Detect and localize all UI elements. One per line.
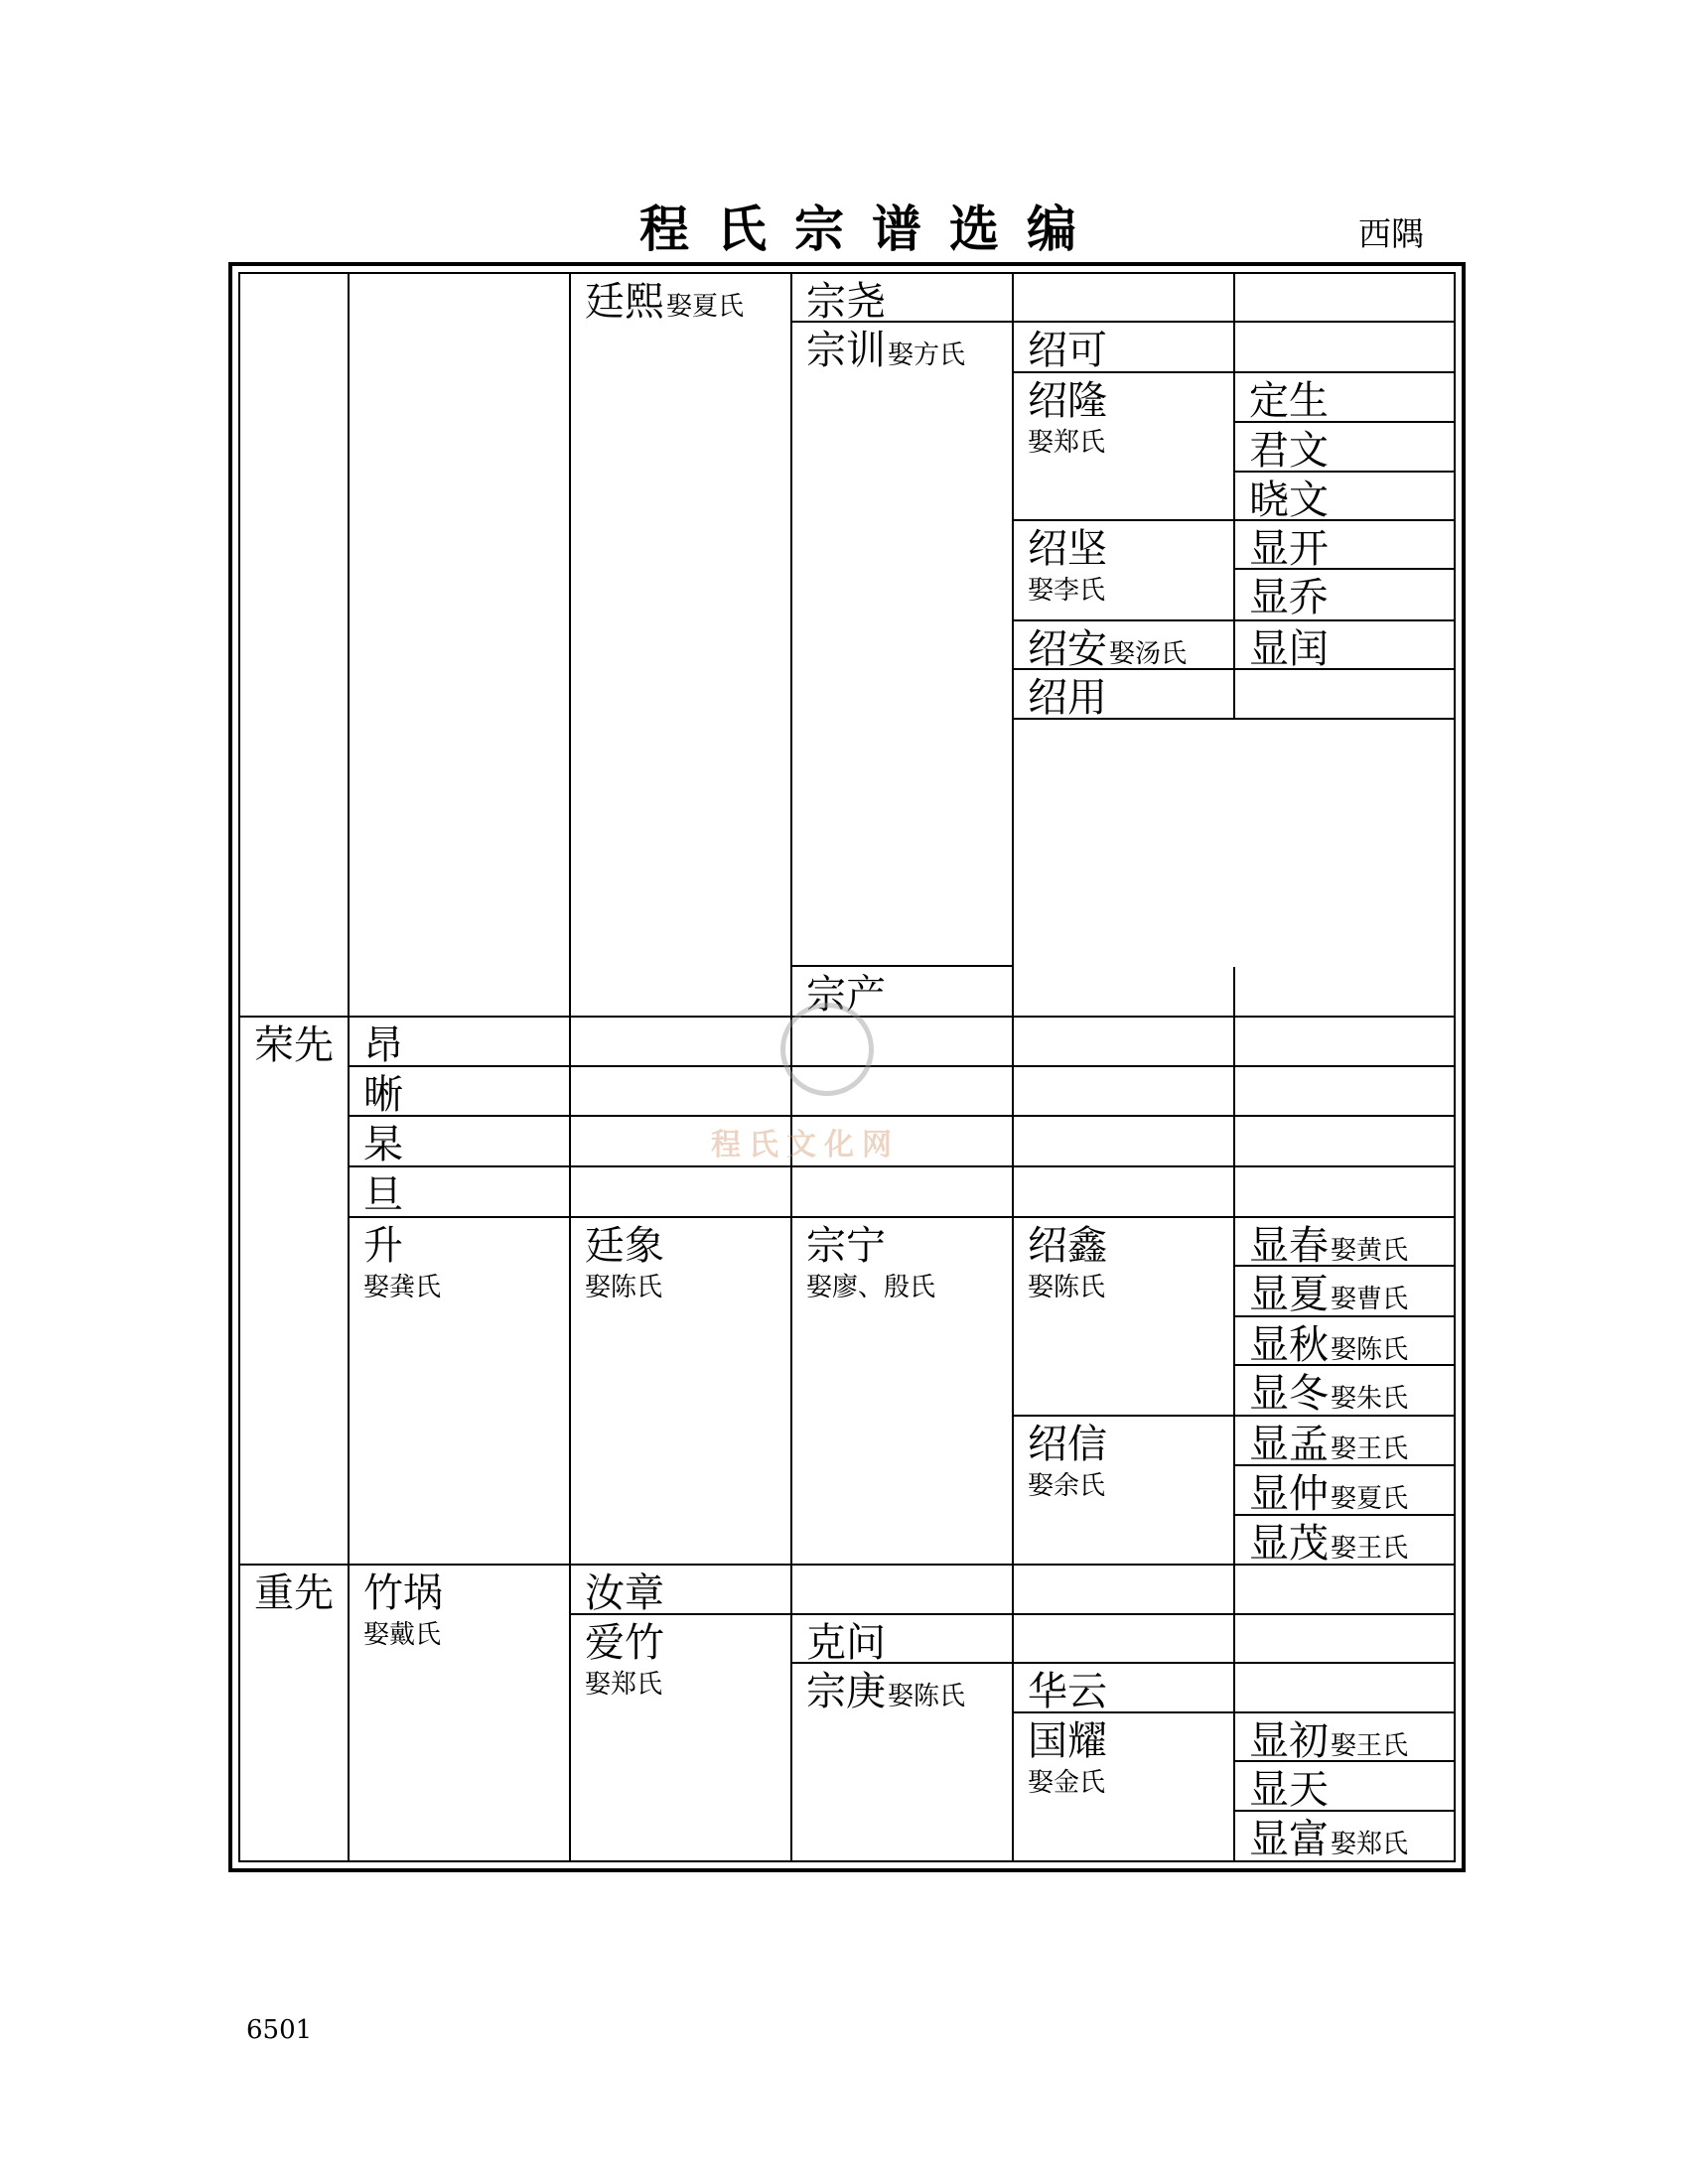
genealogy-cell <box>1235 373 1456 423</box>
person-name: 宗尧 <box>806 279 886 323</box>
genealogy-cell <box>1014 323 1235 373</box>
spouse-note: 娶金氏 <box>1028 1768 1106 1798</box>
genealogy-cell <box>1014 621 1235 670</box>
empty-cell <box>571 1117 792 1167</box>
person-name: 君文 <box>1249 428 1329 473</box>
spouse-note: 娶方氏 <box>888 341 966 370</box>
empty-cell <box>571 1167 792 1218</box>
empty-cell <box>571 1067 792 1117</box>
genealogy-cell <box>571 274 792 1018</box>
person-name: 绍信 <box>1028 1422 1107 1467</box>
person-name: 绍坚 <box>1028 526 1107 572</box>
genealogy-cell <box>1235 521 1456 570</box>
person-name: 升 <box>363 1223 403 1269</box>
genealogy-cell <box>1235 1713 1456 1762</box>
spouse-note: 娶郑氏 <box>585 1670 663 1700</box>
empty-cell <box>571 1018 792 1067</box>
empty-cell <box>1014 1018 1235 1067</box>
empty-cell <box>1235 323 1456 373</box>
spouse-note: 娶陈氏 <box>888 1682 966 1711</box>
genealogy-cell <box>792 967 1014 1018</box>
genealogy-cell <box>1235 1218 1456 1267</box>
genealogy-cell <box>350 1067 571 1117</box>
spouse-note: 娶郑氏 <box>1028 428 1106 458</box>
spouse-note: 娶戴氏 <box>363 1620 442 1650</box>
genealogy-cell <box>240 1018 350 1566</box>
person-name: 荣先 <box>254 1023 334 1068</box>
person-name: 显初 <box>1249 1718 1329 1762</box>
spouse-note: 娶廖、殷氏 <box>806 1273 936 1302</box>
empty-cell <box>350 274 571 1018</box>
person-name: 廷熙 <box>585 279 664 325</box>
person-name: 显开 <box>1249 526 1329 570</box>
person-name: 显秋 <box>1249 1322 1329 1366</box>
genealogy-cell <box>571 1218 792 1566</box>
document-title: 程氏宗谱选编 <box>639 200 1104 258</box>
person-name: 宗产 <box>806 972 886 1018</box>
spouse-note: 娶朱氏 <box>1331 1384 1409 1414</box>
genealogy-table <box>238 272 1456 1862</box>
person-name: 昂 <box>363 1023 403 1067</box>
person-name: 显春 <box>1249 1223 1329 1267</box>
watermark-text: 程氏文化网 <box>711 1128 900 1162</box>
empty-cell <box>1014 1117 1235 1167</box>
empty-cell <box>792 1117 1014 1167</box>
genealogy-cell <box>350 1117 571 1167</box>
genealogy-cell <box>1014 1417 1235 1566</box>
empty-cell <box>1014 274 1235 323</box>
person-name: 竹埚 <box>363 1570 443 1616</box>
spouse-note: 娶陈氏 <box>1331 1335 1409 1365</box>
genealogy-cell <box>1235 621 1456 670</box>
spouse-note: 娶汤氏 <box>1109 639 1188 669</box>
empty-cell <box>1014 1615 1235 1664</box>
genealogy-cell <box>350 1018 571 1067</box>
empty-cell <box>792 1566 1014 1615</box>
spouse-note: 娶黄氏 <box>1331 1236 1409 1266</box>
person-name: 晰 <box>363 1072 403 1117</box>
genealogy-cell <box>1235 1812 1456 1860</box>
empty-cell <box>1235 670 1456 720</box>
spouse-note: 娶夏氏 <box>666 292 745 322</box>
genealogy-cell <box>240 1566 350 1860</box>
genealogy-cell <box>350 1218 571 1566</box>
empty-cell <box>1235 1167 1456 1218</box>
genealogy-cell <box>1235 1366 1456 1417</box>
spouse-note: 娶王氏 <box>1331 1434 1409 1464</box>
region-label: 西隅 <box>1358 214 1424 253</box>
spouse-note: 娶王氏 <box>1331 1534 1409 1564</box>
genealogy-cell <box>792 323 1014 967</box>
person-name: 华云 <box>1028 1669 1107 1713</box>
genealogy-cell <box>1235 1466 1456 1516</box>
spouse-note: 娶陈氏 <box>585 1273 663 1302</box>
genealogy-cell <box>571 1615 792 1860</box>
person-name: 显冬 <box>1249 1371 1329 1417</box>
empty-cell <box>1235 967 1456 1018</box>
person-name: 显闰 <box>1249 626 1329 670</box>
person-name: 显富 <box>1249 1817 1329 1860</box>
empty-cell <box>1235 1615 1456 1664</box>
genealogy-cell <box>1235 423 1456 473</box>
spouse-note: 娶龚氏 <box>363 1273 442 1302</box>
empty-cell <box>1014 1067 1235 1117</box>
person-name: 绍安 <box>1028 626 1107 670</box>
empty-cell <box>792 1167 1014 1218</box>
person-name: 重先 <box>254 1570 334 1616</box>
empty-cell <box>1235 274 1456 323</box>
genealogy-cell <box>792 1218 1014 1566</box>
person-name: 宗庚 <box>806 1669 886 1714</box>
person-name: 显天 <box>1249 1767 1329 1812</box>
genealogy-cell <box>350 1566 571 1860</box>
empty-cell <box>1235 1566 1456 1615</box>
person-name: 旦 <box>363 1172 403 1218</box>
genealogy-cell <box>1235 1317 1456 1366</box>
person-name: 显茂 <box>1249 1521 1329 1566</box>
person-name: 定生 <box>1249 378 1329 423</box>
spouse-note: 娶郑氏 <box>1331 1830 1409 1859</box>
person-name: 宗训 <box>806 328 886 373</box>
person-name: 国耀 <box>1028 1718 1107 1764</box>
genealogy-cell <box>1014 1713 1235 1860</box>
person-name: 晓文 <box>1249 478 1329 521</box>
empty-cell <box>1235 1018 1456 1067</box>
person-name: 汝章 <box>585 1570 664 1615</box>
genealogy-cell <box>1235 1516 1456 1566</box>
genealogy-cell <box>1014 670 1235 720</box>
spouse-note: 娶余氏 <box>1028 1471 1106 1501</box>
person-name: 绍隆 <box>1028 378 1107 424</box>
genealogy-cell <box>792 1664 1014 1860</box>
person-name: 显乔 <box>1249 575 1329 620</box>
page-number: 6501 <box>246 2015 313 2045</box>
person-name: 杲 <box>363 1122 403 1167</box>
spouse-note: 娶王氏 <box>1331 1731 1409 1761</box>
genealogy-cell <box>792 1615 1014 1664</box>
person-name: 克问 <box>806 1620 886 1664</box>
spouse-note: 娶李氏 <box>1028 576 1106 606</box>
empty-cell <box>792 1067 1014 1117</box>
empty-cell <box>1014 1167 1235 1218</box>
empty-cell <box>1235 1664 1456 1713</box>
genealogy-cell <box>1235 1267 1456 1317</box>
person-name: 爱竹 <box>585 1620 664 1666</box>
person-name: 绍可 <box>1028 328 1107 373</box>
empty-cell <box>1235 1117 1456 1167</box>
spouse-note: 娶陈氏 <box>1028 1273 1106 1302</box>
person-name: 宗宁 <box>806 1223 886 1269</box>
genealogy-cell <box>571 1566 792 1615</box>
person-name: 显孟 <box>1249 1422 1329 1466</box>
genealogy-cell <box>1235 1762 1456 1812</box>
person-name: 显夏 <box>1249 1272 1329 1317</box>
genealogy-cell <box>1014 1664 1235 1713</box>
genealogy-cell <box>1014 521 1235 621</box>
person-name: 绍用 <box>1028 675 1107 720</box>
genealogy-cell <box>792 274 1014 323</box>
genealogy-cell <box>1014 1218 1235 1417</box>
empty-cell <box>1014 967 1235 1018</box>
empty-cell <box>1235 1067 1456 1117</box>
genealogy-cell <box>350 1167 571 1218</box>
person-name: 廷象 <box>585 1223 664 1269</box>
genealogy-cell <box>1235 570 1456 621</box>
empty-cell <box>1014 1566 1235 1615</box>
genealogy-cell <box>1235 1417 1456 1466</box>
empty-cell <box>792 1018 1014 1067</box>
person-name: 绍鑫 <box>1028 1223 1107 1269</box>
person-name: 显仲 <box>1249 1471 1329 1516</box>
genealogy-cell <box>1014 373 1235 521</box>
genealogy-cell <box>1235 473 1456 521</box>
spouse-note: 娶夏氏 <box>1331 1484 1409 1514</box>
empty-cell <box>240 274 350 1018</box>
spouse-note: 娶曹氏 <box>1331 1285 1409 1314</box>
